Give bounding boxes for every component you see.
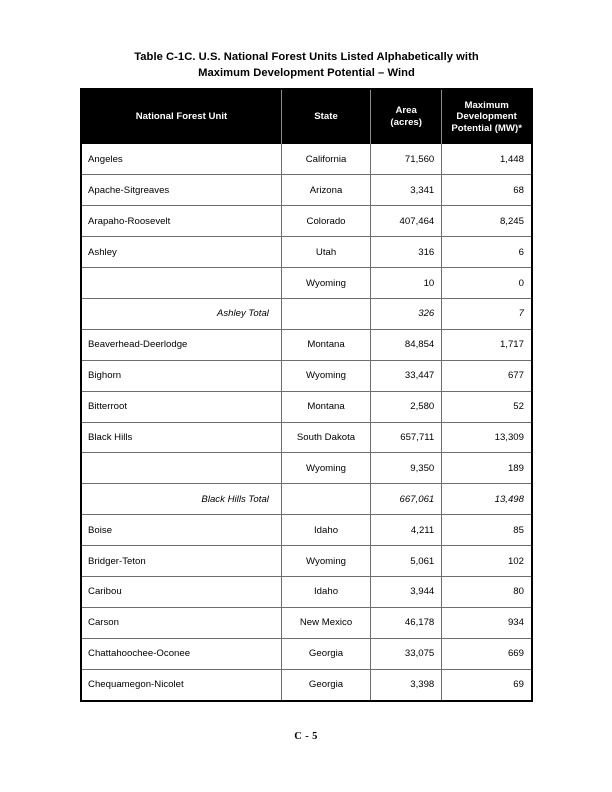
cell-area: 407,464	[371, 206, 442, 237]
cell-unit: Angeles	[82, 144, 281, 175]
cell-mw: 8,245	[442, 206, 531, 237]
cell-mw: 669	[442, 638, 531, 669]
table-title	[80, 50, 533, 81]
cell-unit: Arapaho-Roosevelt	[82, 206, 281, 237]
table-header	[82, 90, 531, 144]
table-row	[82, 268, 531, 299]
column-header-state	[281, 90, 370, 144]
cell-unit: Chequamegon-Nicolet	[82, 669, 281, 700]
cell-mw: 934	[442, 607, 531, 638]
table-row	[82, 175, 531, 206]
forest-units-table-container	[80, 88, 533, 702]
cell-mw: 68	[442, 175, 531, 206]
cell-state: Wyoming	[281, 546, 370, 577]
cell-state: Georgia	[281, 669, 370, 700]
cell-mw: 13,498	[442, 484, 531, 515]
cell-area: 33,447	[371, 360, 442, 391]
cell-state: Utah	[281, 237, 370, 268]
cell-state: Wyoming	[281, 268, 370, 299]
table-row	[82, 546, 531, 577]
cell-unit: Chattahoochee-Oconee	[82, 638, 281, 669]
table-row	[82, 391, 531, 422]
cell-unit	[82, 268, 281, 299]
cell-mw: 69	[442, 669, 531, 700]
table-row	[82, 237, 531, 268]
cell-mw: 677	[442, 360, 531, 391]
cell-area: 326	[371, 298, 442, 329]
cell-area: 3,341	[371, 175, 442, 206]
cell-unit: Ashley	[82, 237, 281, 268]
cell-unit: Ashley Total	[82, 298, 281, 329]
cell-unit: Caribou	[82, 576, 281, 607]
column-header-maximum-development-potential	[442, 90, 531, 144]
cell-unit: Bighorn	[82, 360, 281, 391]
table-row	[82, 607, 531, 638]
cell-area: 657,711	[371, 422, 442, 453]
cell-state: Arizona	[281, 175, 370, 206]
cell-area: 9,350	[371, 453, 442, 484]
table-row	[82, 576, 531, 607]
cell-unit: Carson	[82, 607, 281, 638]
column-header-mw-label-line-3: Potential (MW)*	[451, 122, 522, 134]
table-body	[82, 144, 531, 700]
cell-state: Montana	[281, 391, 370, 422]
cell-state: Montana	[281, 329, 370, 360]
cell-area: 3,398	[371, 669, 442, 700]
cell-unit: Black Hills Total	[82, 484, 281, 515]
cell-mw: 102	[442, 546, 531, 577]
cell-area: 667,061	[371, 484, 442, 515]
cell-unit: Boise	[82, 515, 281, 546]
column-header-state-label: State	[314, 111, 338, 123]
table-row	[82, 669, 531, 700]
cell-mw: 80	[442, 576, 531, 607]
column-header-area-label-line-1: Area	[395, 105, 417, 117]
cell-unit: Bridger-Teton	[82, 546, 281, 577]
cell-state: Wyoming	[281, 360, 370, 391]
cell-mw: 85	[442, 515, 531, 546]
cell-area: 4,211	[371, 515, 442, 546]
table-row	[82, 453, 531, 484]
cell-unit: Bitterroot	[82, 391, 281, 422]
cell-area: 33,075	[371, 638, 442, 669]
table-total-row	[82, 484, 531, 515]
cell-state: South Dakota	[281, 422, 370, 453]
table-row	[82, 638, 531, 669]
cell-mw: 13,309	[442, 422, 531, 453]
cell-mw: 52	[442, 391, 531, 422]
table-title-line-1: Table C-1C. U.S. National Forest Units Listed Alphabetically with	[134, 51, 479, 63]
column-header-national-forest-unit-label: National Forest Unit	[135, 111, 228, 123]
table-row	[82, 360, 531, 391]
column-header-area	[371, 90, 442, 144]
cell-mw: 1,717	[442, 329, 531, 360]
cell-state: Colorado	[281, 206, 370, 237]
cell-mw: 7	[442, 298, 531, 329]
cell-state: California	[281, 144, 370, 175]
cell-state	[281, 484, 370, 515]
cell-area: 84,854	[371, 329, 442, 360]
cell-unit: Black Hills	[82, 422, 281, 453]
cell-state: Idaho	[281, 515, 370, 546]
table-row	[82, 206, 531, 237]
column-header-area-label-line-2: (acres)	[390, 117, 422, 128]
column-header-mw-label-line-1: Maximum	[464, 99, 509, 111]
cell-state: Wyoming	[281, 453, 370, 484]
table-row	[82, 515, 531, 546]
cell-state	[281, 298, 370, 329]
cell-area: 316	[371, 237, 442, 268]
table-row	[82, 144, 531, 175]
cell-area: 3,944	[371, 576, 442, 607]
cell-mw: 0	[442, 268, 531, 299]
cell-area: 46,178	[371, 607, 442, 638]
cell-area: 71,560	[371, 144, 442, 175]
cell-state: Georgia	[281, 638, 370, 669]
table-row	[82, 422, 531, 453]
cell-area: 10	[371, 268, 442, 299]
page-number: C - 5	[294, 731, 318, 742]
cell-mw: 189	[442, 453, 531, 484]
table-header-row	[82, 90, 531, 144]
cell-state: Idaho	[281, 576, 370, 607]
table-row	[82, 329, 531, 360]
cell-area: 2,580	[371, 391, 442, 422]
cell-unit: Beaverhead-Deerlodge	[82, 329, 281, 360]
cell-unit: Apache-Sitgreaves	[82, 175, 281, 206]
cell-mw: 6	[442, 237, 531, 268]
column-header-national-forest-unit	[82, 90, 281, 144]
cell-state: New Mexico	[281, 607, 370, 638]
table-title-line-2: Maximum Development Potential – Wind	[198, 66, 415, 79]
forest-units-table	[82, 90, 531, 700]
cell-area: 5,061	[371, 546, 442, 577]
cell-unit	[82, 453, 281, 484]
table-total-row	[82, 298, 531, 329]
column-header-mw-label-line-2: Development	[456, 111, 517, 123]
cell-mw: 1,448	[442, 144, 531, 175]
